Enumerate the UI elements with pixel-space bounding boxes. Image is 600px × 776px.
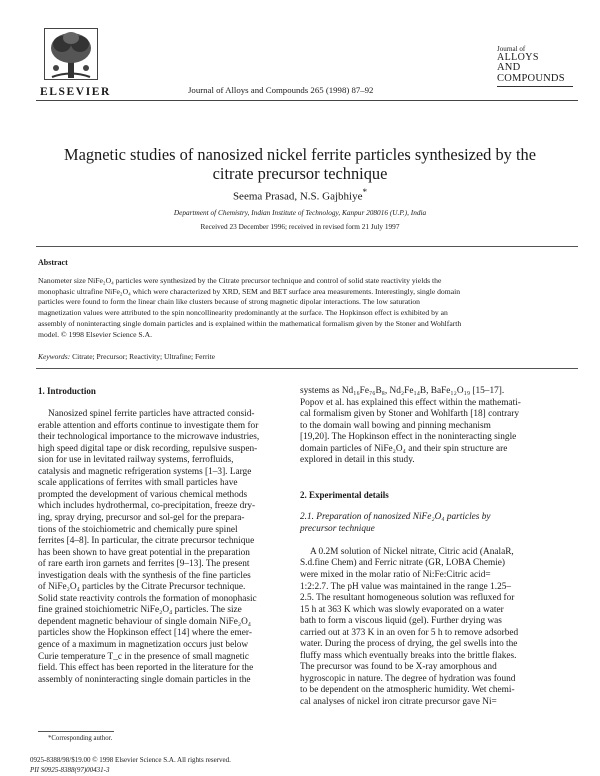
text-line: domain particles of NiFe₂O₄ and their spin structure are — [300, 443, 508, 454]
copyright-line: 0925-8388/98/$19.00 © 1998 Elsevier Science S.A. All rights reserved. — [30, 756, 231, 764]
paper-title — [30, 145, 570, 183]
text-line: hygroscopic in nature. The degree of hydration was found — [300, 673, 516, 684]
text-line: assembly of noninteracting single domain particles in the — [38, 674, 251, 685]
text-line: prompted the development of various chemical methods — [38, 489, 248, 500]
right-column — [300, 386, 566, 709]
abstract-line: monophasic ultrafine NiFe₂O₄ which were characterized by XRD, SEM and BET surface area measurements. Interestingly, single domain — [38, 286, 461, 296]
abstract-line: magnetization values were attributed to the spin noncollinearity predominantly at the surface. The Hopkinson effect is exhibited by an — [38, 308, 448, 318]
abstract-text — [38, 276, 575, 340]
intro-paragraph-continued — [300, 386, 566, 467]
text-line: gence of a maximum in magnetization occurs just below — [38, 639, 249, 650]
text-line: ferrites [4–8]. In particular, the citrate precursor technique — [38, 536, 255, 547]
text-line: [19,20]. The Hopkinson effect in the noninteracting single — [300, 432, 517, 443]
section-heading-experimental: 2. Experimental details — [300, 489, 389, 500]
journal-logo-rule — [497, 86, 573, 87]
keywords-list: Citrate; Precursor; Reactivity; Ultrafine; Ferrite — [70, 352, 215, 361]
abstract-heading: Abstract — [38, 258, 68, 267]
elsevier-logo — [40, 28, 111, 98]
journal-logo-line2: AND COMPOUNDS — [497, 62, 565, 84]
text-line: of rare earth iron garnets and ferrites [9–13]. The present — [38, 559, 250, 570]
text-line: explored in detail in this study. — [300, 455, 415, 466]
text-line: fluffy mass which eventually breaks into the brittle flakes. — [300, 650, 517, 661]
text-line: which includes hydrothermal, co-precipitation, freeze dry- — [38, 501, 256, 512]
journal-logo — [497, 46, 577, 87]
text-line: were mixed in the molar ratio of Ni:Fe:Citric acid= — [300, 569, 491, 580]
text-line: 15 h at 363 K which was slowly evaporated on a water — [300, 604, 504, 615]
text-line: ing, spray drying, precursor and sol-gel for the prepara- — [38, 512, 245, 523]
text-line: water. During the process of drying, the gel swells into the — [300, 639, 518, 650]
text-line: carried out at 373 K in an oven for 5 h to remove adsorbed — [300, 627, 519, 638]
journal-logo-small: Journal of — [497, 45, 526, 53]
text-line: Popov et al. has explained this effect within the mathemati- — [300, 397, 521, 408]
text-line: A 0.2M solution of Nickel nitrate, Citric acid (AnalaR, — [310, 546, 514, 557]
abstract-line: particles were found to form the linear chain like clusters because of strong magnetic dipolar interactions. The low saturation — [38, 297, 420, 307]
abstract-line: model. © 1998 Elsevier Science S.A. — [38, 329, 153, 339]
text-line: to the domain wall bowing and pinning mechanism — [300, 420, 491, 431]
text-line: their technological importance to the microwave industries, — [38, 432, 260, 443]
abstract-top-rule — [36, 246, 578, 247]
text-line: Curie temperature T_c in the presence of small magnetic — [38, 651, 249, 662]
keywords-label: Keywords: — [38, 352, 71, 361]
text-line: catalysis and magnetic refrigeration systems [1–3]. Large — [38, 466, 252, 477]
left-column — [38, 386, 302, 686]
footnote-rule — [38, 731, 114, 732]
text-line: particles show the Hopkinson effect [14] where the emer- — [38, 628, 252, 639]
abstract-line: Nanometer size NiFe₂O₄ particles were synthesized by the Citrate precursor technique and control of solid state reactivity yields the — [38, 276, 442, 285]
text-line: to be dependent on the atmospheric humidity. Wet chemi- — [300, 685, 515, 696]
text-line: scale applications of ferrites with small particles have — [38, 478, 238, 489]
text-line: 1:2:2.7. The pH value was maintained in the range 1.25– — [300, 581, 512, 592]
journal-logo-line1: ALLOYS — [497, 52, 539, 63]
abstract-line: assembly of noninteracting single domain particles and is explained within the mathematical formalism given by the Stoner and Wohlfarth — [38, 318, 462, 328]
keywords — [38, 352, 215, 361]
text-line: 2.5. The resultant homogeneous solution was refluxed for — [300, 593, 515, 604]
text-line: systems as Nd₁₆Fe₇₆B₈, Nd₂Fe₁₄B, BaFe₁₂O₁₉ [15–17]. — [300, 386, 505, 396]
text-line: Solid state reactivity controls the formation of monophasic — [38, 593, 257, 604]
text-line: The precursor was found to be X-ray amorphous and — [300, 662, 497, 673]
experimental-paragraph — [300, 547, 566, 709]
header-rule — [36, 100, 578, 101]
text-line: cal analyses of nickel iron citrate precursor gave Ni= — [300, 696, 497, 707]
text-line: of NiFe₂O₄ particles by the Citrate Precursor technique. — [38, 582, 246, 593]
paper-affiliation: Department of Chemistry, Indian Institute of Technology, Kanpur 208016 (U.P.), India — [173, 208, 427, 217]
text-line: sion for use in levitated railway systems, ferrofluids, — [38, 455, 234, 466]
pii-line: PII S0925-8388(97)00431-3 — [30, 766, 110, 774]
author-names: Seema Prasad, N.S. Gajbhiye — [232, 190, 363, 203]
text-line: high speed digital tape or disk recording, repulsive suspen- — [38, 443, 258, 454]
footnote-corresponding-author: *Corresponding author. — [48, 735, 113, 742]
text-line: dependent magnetic behaviour of single domain NiFe₂O₄ — [38, 616, 252, 627]
paper-title-line1: Magnetic studies of nanosized nickel ferrite particles synthesized by the — [64, 145, 536, 164]
elsevier-tree-icon — [44, 28, 98, 80]
text-line: erable attention and efforts continue to investigate them for — [38, 420, 259, 431]
abstract-bottom-rule — [36, 368, 578, 369]
paper-authors — [30, 187, 570, 203]
text-line: cal formalism given by Stoner and Wohlfarth [18] contrary — [300, 409, 520, 420]
text-line: has been shown to have great potential in the preparation — [38, 547, 250, 558]
text-line: field. This effect has been reported in the literature for the — [38, 663, 254, 674]
journal-citation: Journal of Alloys and Compounds 265 (1998) 87–92 — [188, 85, 374, 95]
paper-title-line2: citrate precursor technique — [212, 164, 388, 183]
paper-dates: Received 23 December 1996; received in revised form 21 July 1997 — [200, 222, 400, 231]
text-line: investigation deals with the synthesis of the fine particles — [38, 570, 251, 581]
text-line: fine grained stoichiometric NiFe₂O₄ particles. The size — [38, 605, 242, 616]
publisher-name: ELSEVIER — [40, 86, 111, 98]
section-heading-introduction: 1. Introduction — [38, 386, 96, 396]
subsection-heading-line2: precursor technique — [300, 523, 375, 534]
subsection-heading-line1: 2.1. Preparation of nanosized NiFe₂O₄ particles by — [300, 512, 491, 523]
text-line: tions of the stoichiometric and chemically pure spinel — [38, 524, 238, 535]
intro-paragraph — [38, 409, 302, 686]
bottom-meta — [30, 755, 231, 775]
text-line: Nanosized spinel ferrite particles have attracted consid- — [48, 409, 255, 420]
author-footnote-mark: * — [362, 187, 368, 197]
text-line: S.d.fine Chem) and Ferric nitrate (GR, LOBA Chemie) — [300, 558, 506, 569]
text-line: bath to form a viscous liquid (gel). Further drying was — [300, 616, 502, 627]
